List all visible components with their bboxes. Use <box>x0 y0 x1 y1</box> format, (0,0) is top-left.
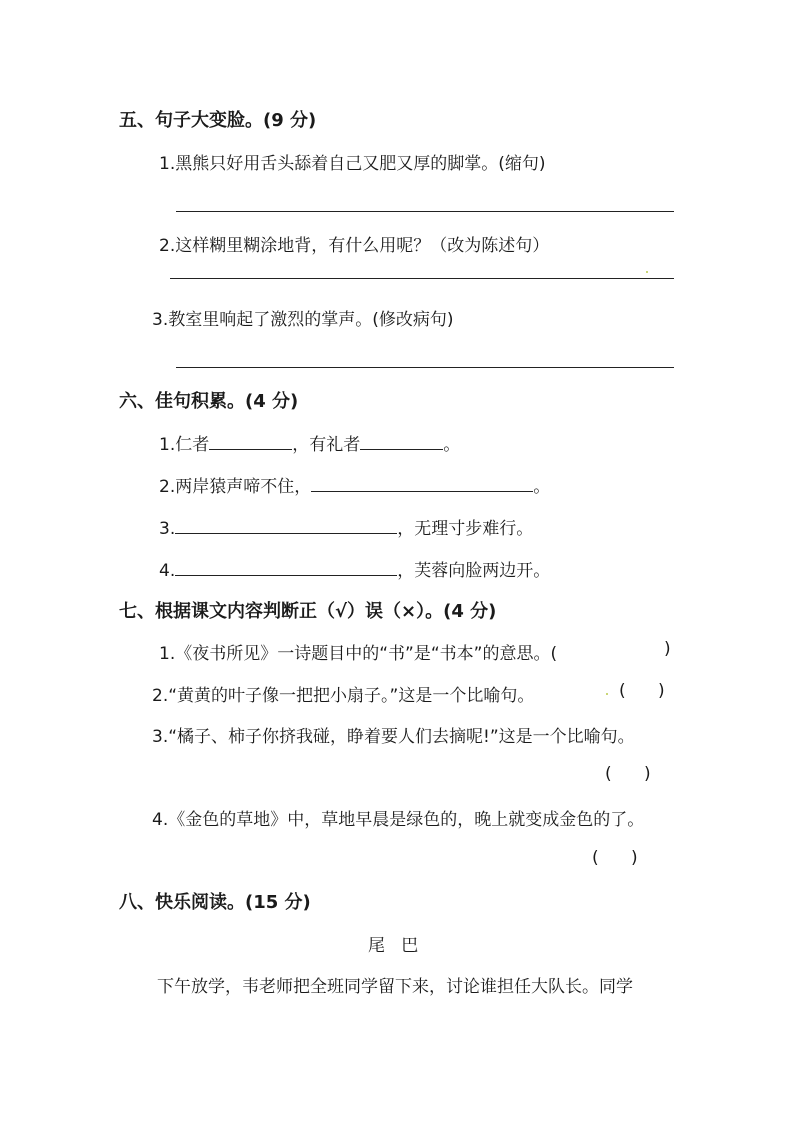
q1-prefix: 1.仁者 <box>159 435 210 455</box>
fill-blank[interactable] <box>175 557 397 576</box>
fill-blank[interactable] <box>311 473 533 492</box>
q3-suffix: ，无理寸步难行。 <box>397 519 534 539</box>
section-6-question-3 <box>159 514 533 539</box>
q2-end: 。 <box>533 477 551 497</box>
q2-prefix: 2.两岸猿声啼不住， <box>159 477 312 497</box>
section-6-question-2 <box>159 472 550 497</box>
passage-paragraph: 下午放学，韦老师把全班同学留下来，讨论谁担任大队长。同学 <box>157 977 633 997</box>
q4-prefix: 4. <box>159 561 176 581</box>
answer-line[interactable] <box>170 278 674 279</box>
answer-line[interactable] <box>176 367 674 368</box>
fill-blank[interactable] <box>175 515 397 534</box>
section-5-question-3: 3.教室里响起了激烈的掌声。(修改病句) <box>152 310 454 330</box>
q1-end: 。 <box>443 435 461 455</box>
q4-suffix: ，芙蓉向脸两边开。 <box>397 561 551 581</box>
section-5-question-1: 1.黑熊只好用舌头舔着自己又肥又厚的脚掌。(缩句) <box>159 154 546 174</box>
ink-speck <box>646 271 648 273</box>
section-7-question-3: 3.“橘子、柿子你挤我碰，睁着要人们去摘呢!”这是一个比喻句。 <box>152 727 635 747</box>
answer-parens[interactable]: ( ) <box>605 764 651 784</box>
answer-paren-close[interactable]: ) <box>664 639 671 659</box>
fill-blank[interactable] <box>360 431 443 450</box>
answer-parens[interactable]: ( ) <box>592 848 638 868</box>
section-5-heading: 五、句子大变脸。(9 分) <box>119 110 317 131</box>
section-6-question-1 <box>159 430 460 455</box>
q3-prefix: 3. <box>159 519 176 539</box>
section-6-question-4 <box>159 556 550 581</box>
answer-parens[interactable]: ( ) <box>619 681 665 701</box>
passage-title: 尾 巴 <box>368 936 419 956</box>
fill-blank[interactable] <box>209 431 292 450</box>
section-7-question-2: 2.“黄黄的叶子像一把把小扇子。”这是一个比喻句。 <box>152 686 535 706</box>
section-5-question-2: 2.这样糊里糊涂地背，有什么用呢？（改为陈述句） <box>159 236 550 256</box>
q1-mid: ，有礼者 <box>292 435 361 455</box>
section-8-heading: 八、快乐阅读。(15 分) <box>119 892 311 913</box>
section-6-heading: 六、佳句积累。(4 分) <box>119 391 299 412</box>
section-7-question-4: 4.《金色的草地》中，草地早晨是绿色的，晚上就变成金色的了。 <box>152 810 645 830</box>
answer-line[interactable] <box>176 211 674 212</box>
section-7-question-1: 1.《夜书所见》一诗题目中的“书”是“书本”的意思。( <box>159 644 558 664</box>
ink-speck <box>606 693 608 695</box>
section-7-heading: 七、根据课文内容判断正（√）误（×）。(4 分) <box>119 601 497 622</box>
